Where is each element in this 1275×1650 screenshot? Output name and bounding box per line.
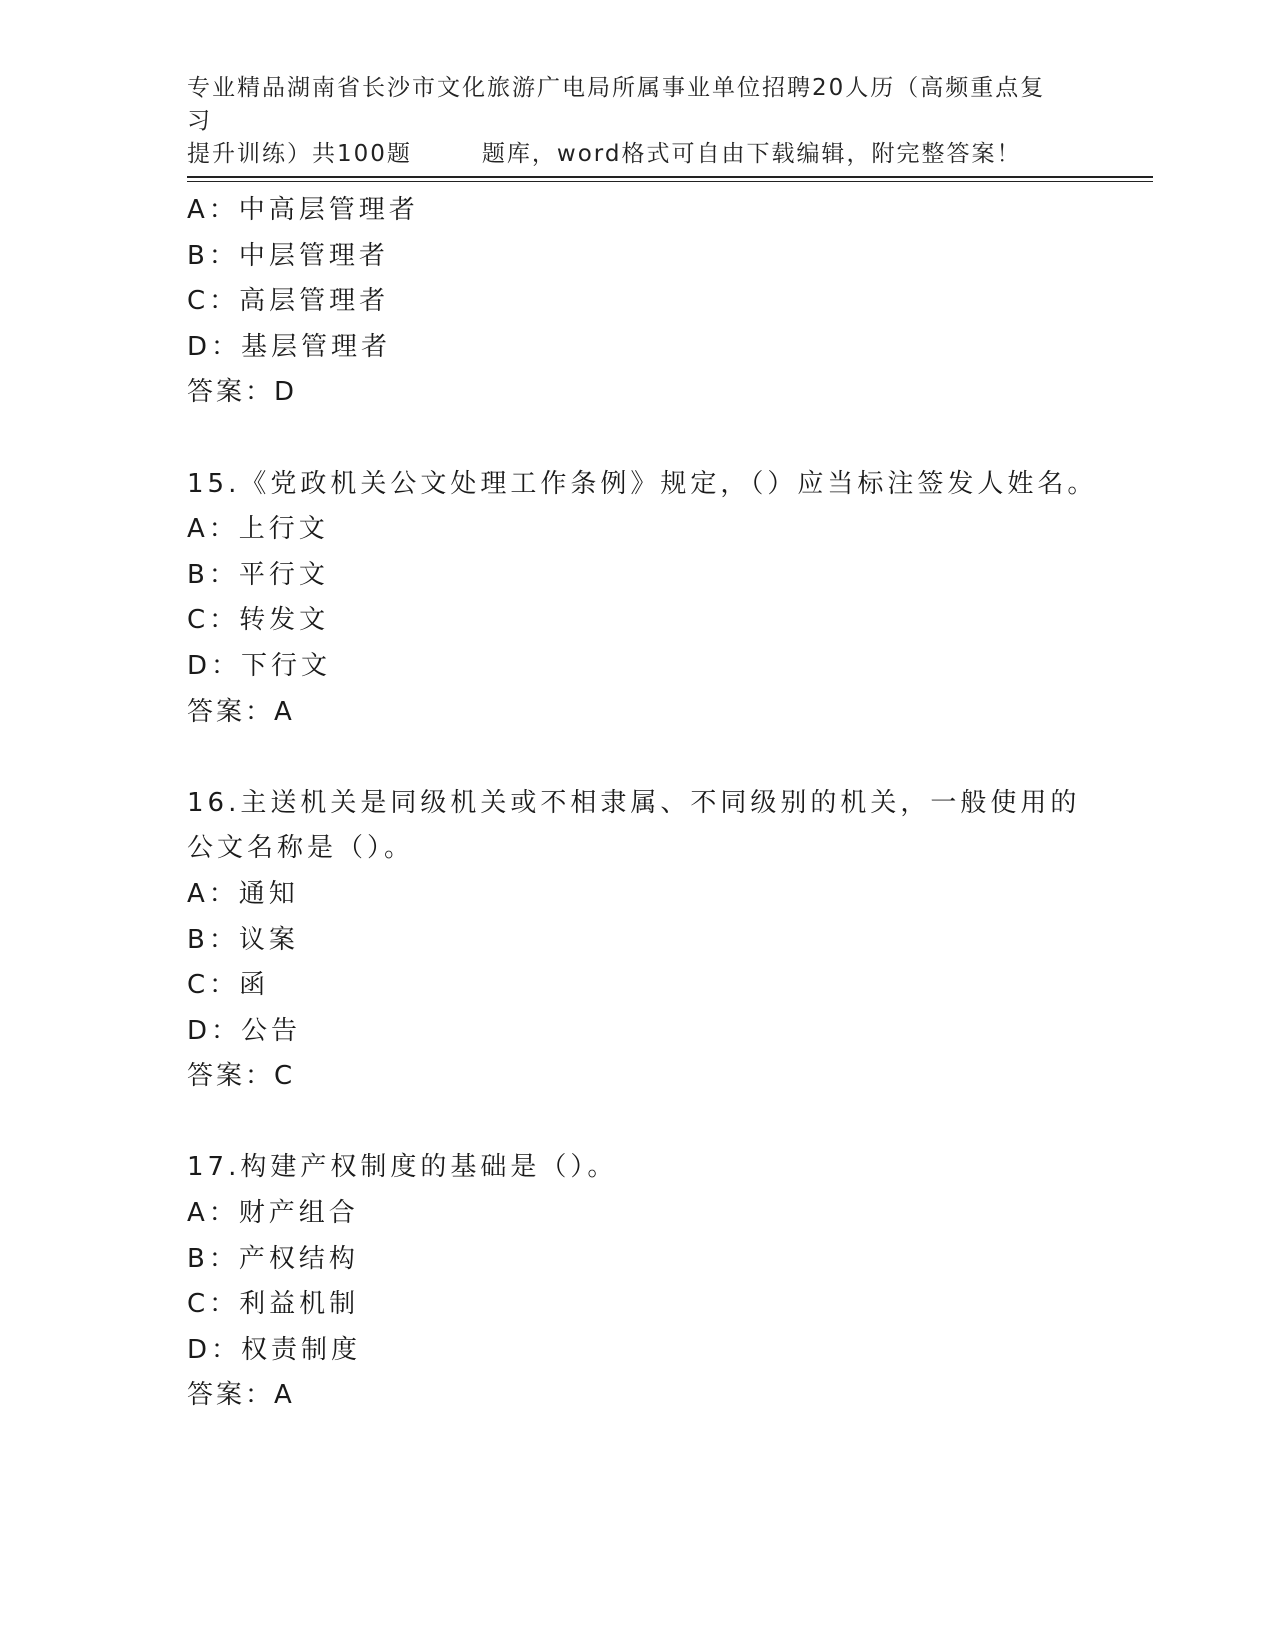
question-stem: 16.主送机关是同级机关或不相隶属、不同级别的机关，一般使用的公文名称是（）。 [187, 787, 1081, 864]
answer-line: 答案：D [187, 377, 298, 408]
header-title-line2-right: 题库，word格式可自由下载编辑，附完整答案！ [481, 141, 1022, 167]
header-divider-thin [187, 181, 1153, 182]
option-c: C：利益机制 [187, 1289, 360, 1320]
question-block-16 [187, 781, 1087, 1100]
option-a: A：通知 [187, 878, 299, 909]
question-block-continued [187, 188, 1087, 416]
header-divider-thick [187, 176, 1153, 178]
spacer [187, 735, 1087, 781]
option-d: D：基层管理者 [187, 331, 392, 362]
option-d: D：权责制度 [187, 1334, 362, 1365]
option-d: D：公告 [187, 1015, 302, 1046]
option-a: A：财产组合 [187, 1198, 359, 1229]
option-d: D：下行文 [187, 650, 332, 681]
option-a: A：中高层管理者 [187, 195, 419, 225]
question-stem: 15.《党政机关公文处理工作条例》规定，（）应当标注签发人姓名。 [187, 468, 1098, 499]
question-stem: 17.构建产权制度的基础是（）。 [187, 1152, 618, 1183]
question-block-17 [187, 1145, 1087, 1419]
option-b: B：产权结构 [187, 1243, 359, 1274]
option-c: C：函 [187, 970, 270, 1001]
question-list [187, 188, 1098, 1419]
spacer [187, 1100, 1087, 1146]
option-b: B：议案 [187, 924, 299, 955]
answer-line: 答案：C [187, 1061, 296, 1092]
page-header [187, 72, 1067, 171]
option-b: B：平行文 [187, 559, 329, 590]
option-c: C：高层管理者 [187, 286, 390, 317]
option-b: B：中层管理者 [187, 240, 389, 271]
option-c: C：转发文 [187, 605, 330, 636]
answer-line: 答案：A [187, 696, 295, 727]
option-a: A：上行文 [187, 514, 329, 545]
answer-line: 答案：A [187, 1380, 295, 1411]
header-title-line2-left: 提升训练）共100题 [187, 141, 412, 167]
header-title-line2 [187, 138, 1067, 171]
question-block-15 [187, 462, 1098, 736]
header-title-line1: 专业精品湖南省长沙市文化旅游广电局所属事业单位招聘20人历（高频重点复习 [187, 75, 1046, 134]
spacer [187, 416, 1087, 462]
